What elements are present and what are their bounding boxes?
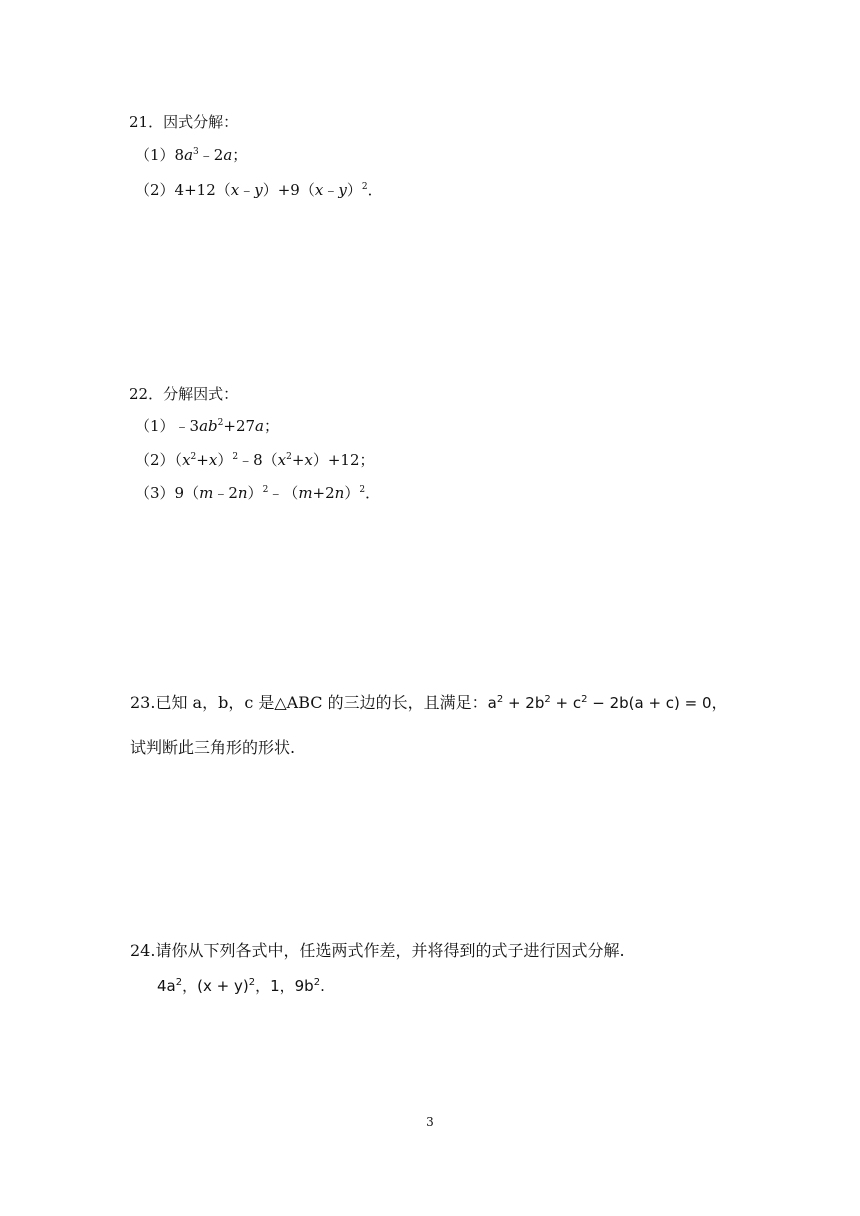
question-23-line-2: 试判断此三角形的形状. (130, 738, 296, 757)
expression: 4+12（x﹣y）+9（x﹣y）$^2$． (174, 181, 383, 199)
page-number: 3 (426, 1115, 434, 1129)
question-24-expressions: $4a^2$，$(x + y)^2$，1，$9b^2$. (157, 977, 325, 995)
expression: $8a^3﹣2a$； (174, 146, 248, 164)
expression: $(x^2+x)^2﹣8(x^2+x)+12$； (174, 451, 375, 469)
question-22-heading: 22．分解因式： (129, 385, 239, 403)
part-label: （1） (135, 146, 175, 164)
expression: $9(m﹣2n)^2﹣(m+2n)^2$． (174, 484, 381, 502)
question-22-part-2 (135, 450, 375, 470)
part-label: （2） (135, 181, 175, 199)
question-22-part-3 (135, 483, 380, 503)
part-label: （3） (135, 484, 175, 502)
question-21-heading: 21．因式分解： (129, 113, 239, 131)
question-24-intro: 24.请你从下列各式中，任选两式作差，并将得到的式子进行因式分解. (130, 941, 625, 960)
part-label: （1） (135, 417, 175, 435)
question-21-part-2 (135, 180, 383, 200)
question-22-part-1 (135, 416, 279, 436)
question-23-intro: 23.已知 a，b，c 是△ABC 的三边的长，且满足： (130, 693, 488, 712)
question-23-line-1 (130, 693, 728, 713)
equation: $a^2 + 2b^2 + c^2 - 2b(a + c) = 0$ (487, 694, 712, 712)
punctuation: ， (711, 693, 728, 712)
part-label: （2） (135, 451, 175, 469)
expression: $﹣3ab^2+27a$； (174, 417, 279, 435)
question-21-part-1 (135, 145, 247, 165)
